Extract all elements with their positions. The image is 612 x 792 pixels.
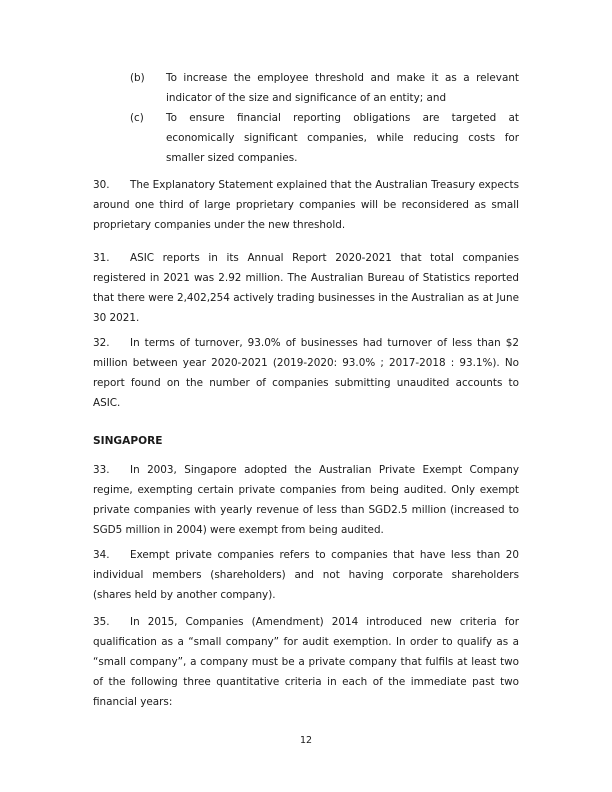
section-heading: SINGAPORE: [93, 435, 163, 447]
paragraph-34: [93, 545, 519, 605]
paragraph-number: 32.: [93, 337, 110, 349]
list-item-label: (c): [130, 112, 144, 124]
paragraph-number: 35.: [93, 616, 110, 628]
paragraph-30: [93, 175, 519, 235]
paragraph-text: In terms of turnover, 93.0% of businesses had turnover of less than $2 million between year 2020-2021 (2019-2020: 93.0% ; 2017-2018 : 93.1%). No report found on the number of companies submitting unaudited accounts to ASIC.: [93, 337, 519, 409]
paragraph-number: 30.: [93, 179, 110, 191]
list-item-text: To ensure financial reporting obligations are targeted at economically significant companies, while reducing costs for smaller sized companies.: [166, 112, 519, 164]
list-item-b: [130, 68, 519, 108]
paragraph-text: In 2003, Singapore adopted the Australian Private Exempt Company regime, exempting certain private companies from being audited. Only exempt private companies with yearly revenue of less than SGD2.5 million (increased to SGD5 million in 2004) were exempt from being audited.: [93, 464, 519, 536]
paragraph-35: [93, 612, 519, 712]
paragraph-text: In 2015, Companies (Amendment) 2014 introduced new criteria for qualification as a “small company” for audit exemption. In order to qualify as a “small company”, a company must be a private company that fulfils at least two of the following three quantitative criteria in each of the immediate past two financial years:: [93, 616, 519, 708]
paragraph-text: The Explanatory Statement explained that the Australian Treasury expects around one third of large proprietary companies will be reconsidered as small proprietary companies under the new threshold.: [93, 179, 519, 231]
list-item-text: To increase the employee threshold and make it as a relevant indicator of the size and significance of an entity; and: [166, 72, 519, 104]
paragraph-33: [93, 460, 519, 540]
paragraph-32: [93, 333, 519, 413]
paragraph-text: ASIC reports in its Annual Report 2020-2021 that total companies registered in 2021 was 2.92 million. The Australian Bureau of Statistics reported that there were 2,402,254 actively trading businesses in the Australian as at June 30 2021.: [93, 252, 519, 324]
paragraph-31: [93, 248, 519, 328]
paragraph-number: 31.: [93, 252, 110, 264]
paragraph-number: 34.: [93, 549, 110, 561]
paragraph-number: 33.: [93, 464, 110, 476]
page-number: 12: [299, 735, 313, 746]
paragraph-text: Exempt private companies refers to companies that have less than 20 individual members (shareholders) and not having corporate shareholders (shares held by another company).: [93, 549, 519, 601]
list-item-label: (b): [130, 72, 145, 84]
list-item-c: [130, 108, 519, 168]
